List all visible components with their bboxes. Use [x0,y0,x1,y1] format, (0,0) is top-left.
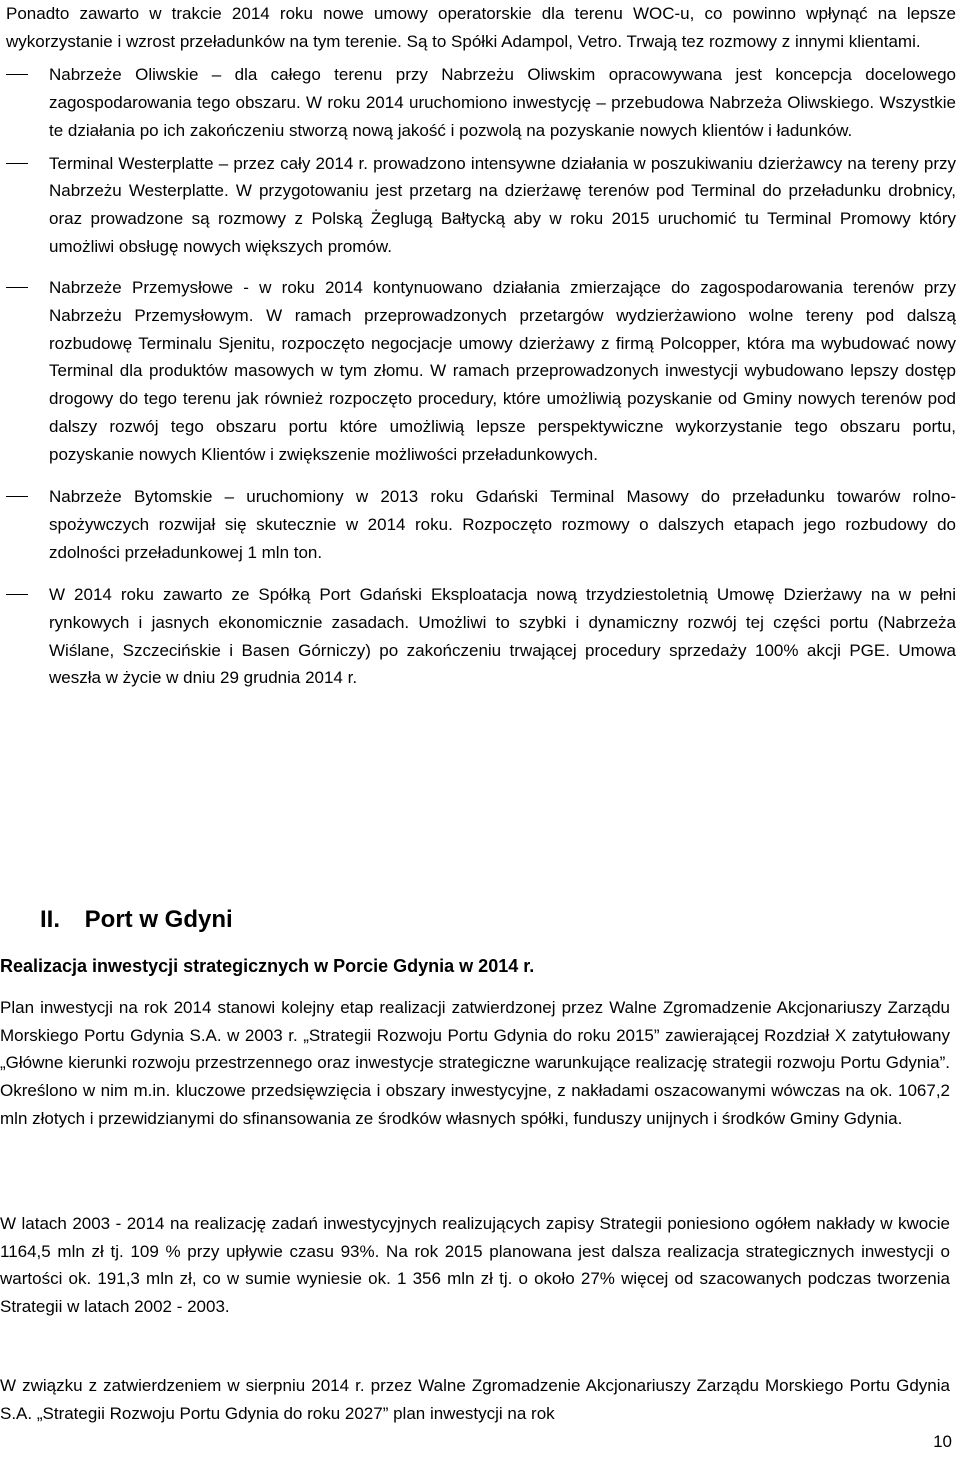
bullet-item [6,274,956,468]
page-number: 10 [933,1432,952,1451]
body-paragraph: W związku z zatwierdzeniem w sierpniu 2014 r. przez Walne Zgromadzenie Akcjonariuszy Zarządu Morskiego Portu Gdynia S.A. „Strategii Rozwoju Portu Gdynia do roku 2027” plan inwestycji na rok [0,1376,950,1423]
body-paragraph: W latach 2003 - 2014 na realizację zadań inwestycyjnych realizujących zapisy Strategii poniesiono ogółem nakłady w kwocie 1164,5 mln zł tj. 109 % przy upływie czasu 93%. Na rok 2015 planowana jest dalsza realizacja strategicznych inwestycji o wartości ok. 191,3 mln zł, co w sumie wyniesie ok. 1 356 mln zł tj. o około 27% więcej od szacowanych podczas tworzenia Strategii w latach 2002 - 2003. [0,1214,950,1317]
bullet-item [6,483,956,566]
document-page [6,0,956,692]
bullet-item [6,61,956,144]
body-paragraph: Plan inwestycji na rok 2014 stanowi kolejny etap realizacji zatwierdzonej przez Walne Zgromadzenie Akcjonariuszy Zarządu Morskiego Portu Gdynia S.A. w 2003 r. „Strategii Rozwoju Portu Gdynia do roku 2015” zawierającej Rozdział X zatytułowany „Główne kierunki rozwoju przestrzennego oraz inwestycje strategiczne warunkujące realizację strategii rozwoju Portu Gdynia”. Określono w nim m.in. kluczowe przedsięwzięcia i obszary inwestycyjne, z nakładami oszacowanymi wówczas na ok. 1067,2 mln złotych i przewidzianymi do sfinansowania ze środków własnych spółki, funduszy unijnych i środków Gminy Gdynia. [0,998,950,1128]
dash-bullet-icon [6,594,28,595]
bullet-text: Nabrzeże Przemysłowe - w roku 2014 kontynuowano działania zmierzające do zagospodarowania terenów przy Nabrzeżu Przemysłowym. W ramach przeprowadzonych przetargów wydzierżawiono wolne tereny pod dalszą rozbudowę Terminalu Sjenitu, rozpoczęto negocjacje umowy dzierżawy z firmą Polcopper, która ma wybudować nowy Terminal dla produktów masowych w tym złomu. W ramach przeprowadzonych inwestycji wybudowano lepszy dostęp drogowy do tego terenu jak również rozpoczęto procedury, które umożliwią pozyskanie od Gminy nowych terenów pod dalszy rozwój tego obszaru portu które umożliwią lepsze perspektywiczne wykorzystanie tego obszaru portu, pozyskanie nowych Klientów i zwiększenie możliwości przeładunkowych. [49,278,956,464]
dash-bullet-icon [6,287,28,288]
section-heading [40,906,233,934]
bullet-item [6,150,956,261]
bullet-text: Terminal Westerplatte – przez cały 2014 r. prowadzono intensywne działania w poszukiwaniu dzierżawcy na tereny przy Nabrzeżu Westerplatte. W przygotowaniu jest przetarg na dzierżawę terenów pod Terminal do przeładunku drobnicy, oraz prowadzone są rozmowy z Polską Żeglugą Bałtycką aby w roku 2015 uruchomić tu Terminal Promowy który umożliwi obsługę nowych większych promów. [49,153,956,256]
intro-paragraph: Ponadto zawarto w trakcie 2014 roku nowe umowy operatorskie dla terenu WOC-u, co powinno wpłynąć na lepsze wykorzystanie i wzrost przeładunków na tym terenie. Są to Spółki Adampol, Vetro. Trwają tez rozmowy z innymi klientami. [6,4,956,51]
bullet-text: W 2014 roku zawarto ze Spółką Port Gdański Eksploatacja nową trzydziestoletnią Umowę Dzierżawy na w pełni rynkowych i jasnych ekonomicznie zasadach. Umożliwi to szybki i dynamiczny rozwój tej części portu (Nabrzeża Wiślane, Szczecińskie i Basen Górniczy) po zakończeniu trwającej procedury sprzedaży 100% akcji PGE. Umowa weszła w życie w dniu 29 grudnia 2014 r. [49,585,956,688]
bullet-item [6,581,956,692]
section-title: Port w Gdyni [84,906,233,933]
section-number: II. [40,906,61,933]
dash-bullet-icon [6,496,28,497]
dash-bullet-icon [6,74,28,75]
subheading: Realizacja inwestycji strategicznych w Porcie Gdynia w 2014 r. [0,956,535,976]
bullet-text: Nabrzeże Oliwskie – dla całego terenu przy Nabrzeżu Oliwskim opracowywana jest koncepcja docelowego zagospodarowania tego obszaru. W roku 2014 uruchomiono inwestycję – przebudowa Nabrzeża Oliwskiego. Wszystkie te działania po ich zakończeniu stworzą nową jakość i pozwolą na pozyskanie nowych klientów i ładunków. [49,65,956,140]
dash-bullet-icon [6,163,28,164]
bullet-text: Nabrzeże Bytomskie – uruchomiony w 2013 roku Gdański Terminal Masowy do przeładunku towarów rolno-spożywczych rozwijał się skutecznie w 2014 roku. Rozpoczęto rozmowy o dalszych etapach jego rozbudowy do zdolności przeładunkowej 1 mln ton. [49,487,956,562]
